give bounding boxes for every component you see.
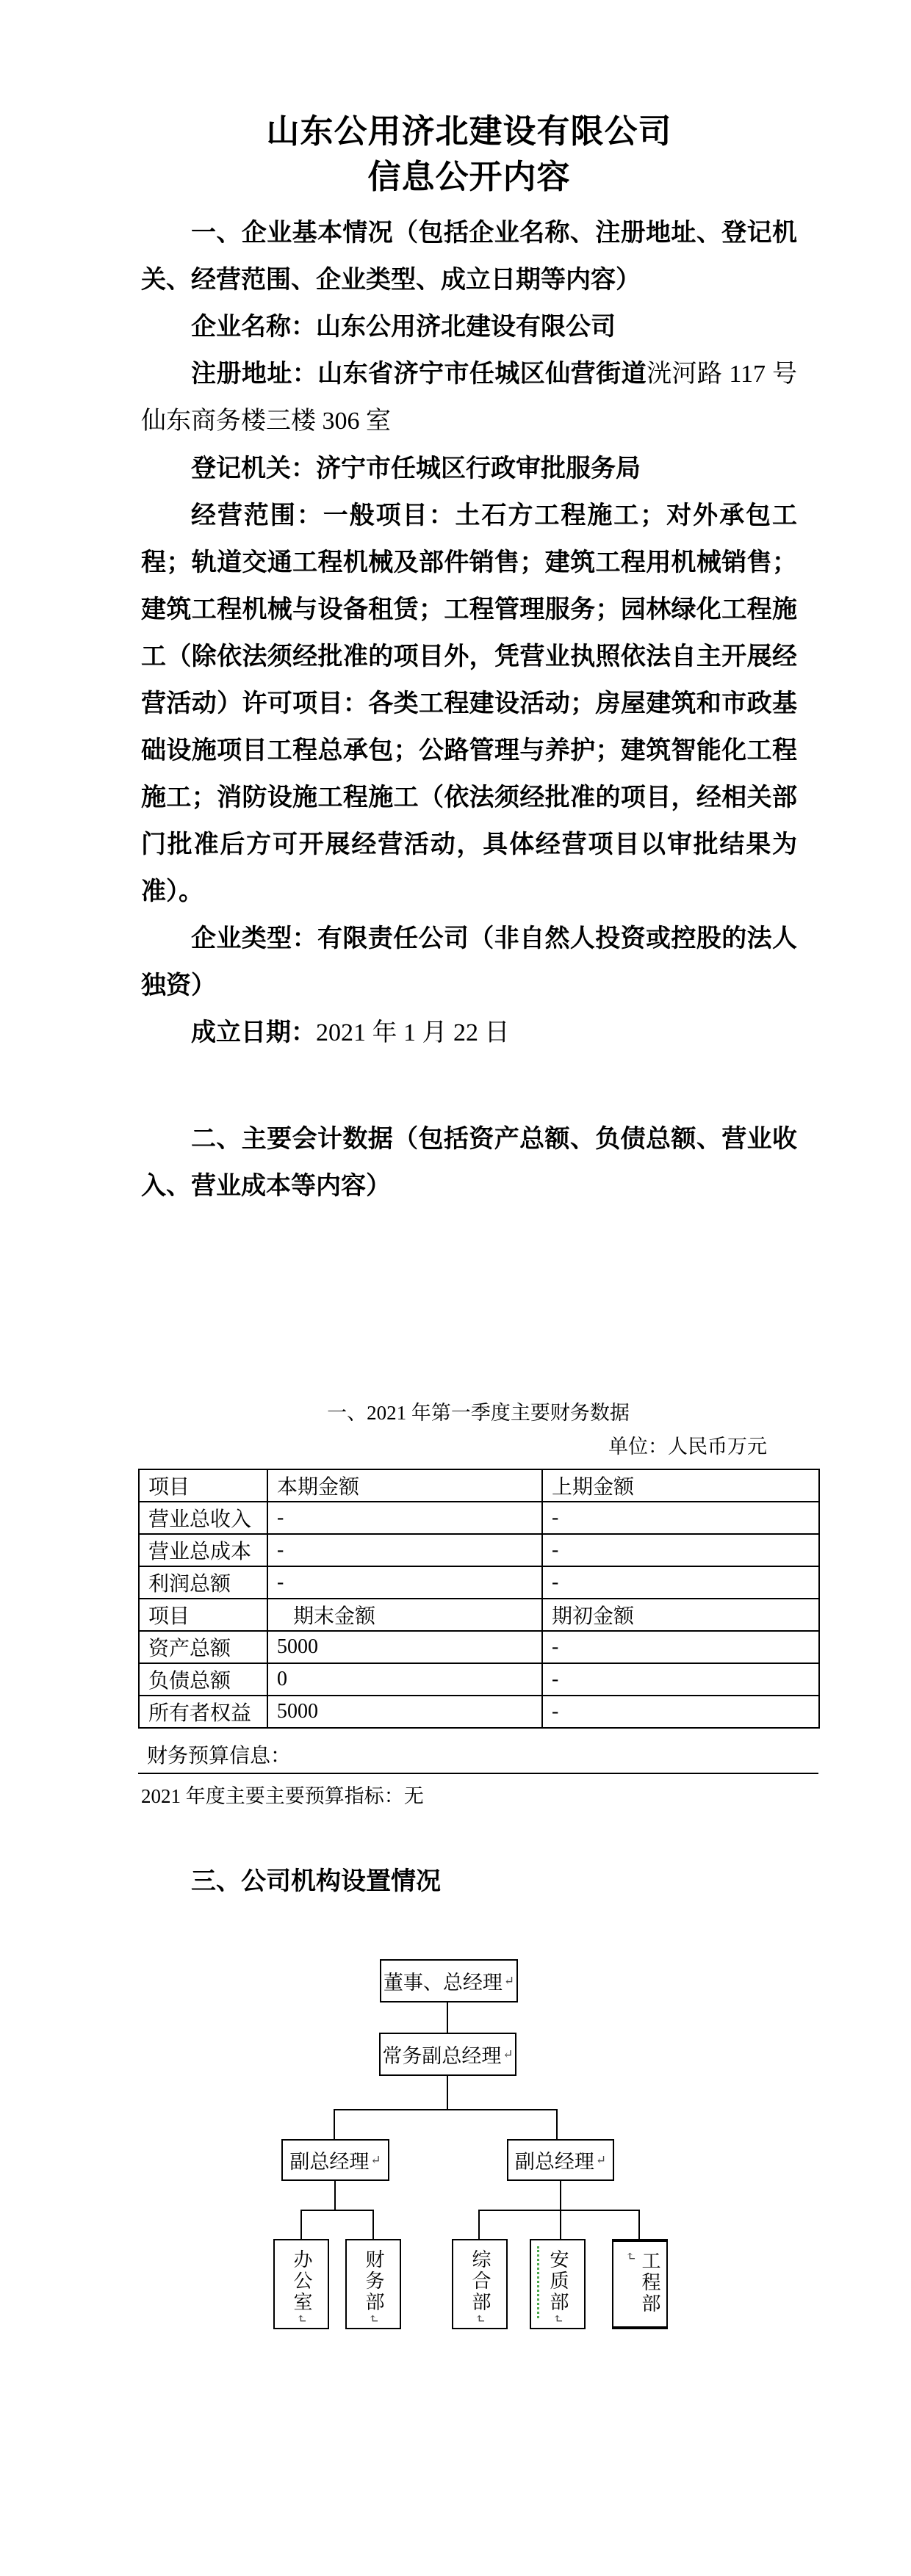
section3-heading: 三、公司机构设置情况 xyxy=(191,1867,441,1895)
table-cell: 5000 xyxy=(267,1631,542,1663)
establish-date-label: 成立日期： xyxy=(191,1019,316,1046)
paragraph-mark-icon: ↵ xyxy=(370,2152,381,2167)
org-box-label: 常务副总经理 xyxy=(382,2045,502,2067)
paragraph-mark-icon: ↵ xyxy=(624,2251,638,2264)
table-cell: - xyxy=(542,1696,819,1728)
table-cell: 项目 xyxy=(139,1599,267,1631)
field-registered-address xyxy=(141,350,797,445)
org-box-dept-engineering xyxy=(612,2239,668,2329)
table-cell: 本期金额 xyxy=(267,1469,542,1502)
table-cell: - xyxy=(542,1631,819,1663)
financial-table xyxy=(138,1469,820,1729)
table-cell: 项目 xyxy=(139,1469,267,1502)
org-connector xyxy=(372,2210,374,2239)
table-cell: 期初金额 xyxy=(542,1599,819,1631)
field-business-scope: 经营范围：一般项目：土石方工程施工；对外承包工程；轨道交通工程机械及部件销售；建筑工程用机械销售；建筑工程机械与设备租赁；工程管理服务；园林绿化工程施工（除依法须经批准的项目外，凭营业执照依法自主开展经营活动）许可项目：各类工程建设活动；房屋建筑和市政基础设施项目工程总承包；公路管理与养护；建筑智能化工程施工；消防设施工程施工（依法须经批准的项目，经相关部门批准后方可开展经营活动，具体经营项目以审批结果为准）。 xyxy=(141,502,797,905)
org-box-label: 办公室↵ xyxy=(291,2249,312,2326)
org-connector xyxy=(334,2109,335,2139)
org-connector xyxy=(447,2076,448,2109)
table-row xyxy=(139,1663,819,1696)
paragraph-mark-icon: ↵ xyxy=(503,2047,514,2061)
field-company-type: 企业类型：有限责任公司（非自然人投资或控股的法人独资） xyxy=(141,925,797,999)
org-connector xyxy=(478,2210,640,2211)
spellcheck-squiggle xyxy=(537,2246,539,2318)
table-cell: 所有者权益 xyxy=(139,1696,267,1728)
establish-date-value: 2021 年 1 月 22 日 xyxy=(316,1019,510,1046)
table-row xyxy=(139,1566,819,1599)
table-cell: 营业总收入 xyxy=(139,1502,267,1534)
org-connector xyxy=(334,2181,336,2210)
table-cell: 资产总额 xyxy=(139,1631,267,1663)
org-connector xyxy=(300,2210,374,2211)
paragraph-mark-icon: ↵ xyxy=(367,2313,381,2326)
org-box-director-general-manager xyxy=(380,1959,518,2002)
org-box-dept-office xyxy=(273,2239,329,2329)
org-box-dept-general xyxy=(452,2239,508,2329)
title-line-1: 山东公用济北建设有限公司 xyxy=(266,112,672,150)
org-box-label: 工程部↵ xyxy=(624,2251,660,2315)
financial-table-footer: 财务预算信息： xyxy=(138,1739,818,1774)
org-connector xyxy=(638,2210,640,2239)
table-row xyxy=(139,1599,819,1631)
paragraph-mark-icon: ↵ xyxy=(295,2313,309,2326)
budget-note: 2021 年度主要主要预算指标：无 xyxy=(141,1785,424,1807)
paragraph-mark-icon: ↵ xyxy=(473,2313,487,2326)
financial-table-caption: 一、2021 年第一季度主要财务数据 xyxy=(327,1402,630,1424)
table-cell: - xyxy=(267,1534,542,1566)
table-cell: - xyxy=(542,1502,819,1534)
table-row xyxy=(139,1502,819,1534)
org-box-label: 安质部↵ xyxy=(547,2249,569,2326)
table-cell: 营业总成本 xyxy=(139,1534,267,1566)
paragraph-mark-icon: ↵ xyxy=(551,2313,565,2326)
org-connector xyxy=(300,2210,302,2239)
table-cell: 利润总额 xyxy=(139,1566,267,1599)
org-box-executive-deputy-gm xyxy=(379,2033,516,2076)
field-establish-date xyxy=(141,1009,797,1057)
field-registration-authority: 登记机关：济宁市任城区行政审批服务局 xyxy=(191,455,641,482)
org-box-deputy-gm-left xyxy=(281,2139,389,2181)
section1-heading: 一、企业基本情况（包括企业名称、注册地址、登记机关、经营范围、企业类型、成立日期等内容） xyxy=(141,219,797,294)
org-connector xyxy=(334,2109,558,2110)
table-cell: - xyxy=(267,1502,542,1534)
registered-address-bold: 注册地址：山东省济宁市任城区仙营街道 xyxy=(191,360,647,388)
table-cell: - xyxy=(542,1663,819,1696)
table-row xyxy=(139,1696,819,1728)
org-box-label: 副总经理 xyxy=(289,2151,370,2173)
org-connector xyxy=(560,2181,561,2210)
org-connector xyxy=(556,2109,558,2139)
table-cell: 0 xyxy=(267,1663,542,1696)
table-cell: - xyxy=(542,1534,819,1566)
section2-heading: 二、主要会计数据（包括资产总额、负债总额、营业收入、营业成本等内容） xyxy=(141,1125,797,1200)
table-cell: - xyxy=(542,1566,819,1599)
body-text xyxy=(141,209,797,1209)
table-cell: - xyxy=(267,1566,542,1599)
field-company-name: 企业名称：山东公用济北建设有限公司 xyxy=(191,313,616,341)
org-connector xyxy=(478,2210,480,2239)
paragraph-mark-icon: ↵ xyxy=(503,1973,515,1988)
registered-address-normal: 洸河路 117 号仙东商务楼三楼 306 室 xyxy=(141,361,797,435)
org-box-dept-finance xyxy=(345,2239,401,2329)
table-cell: 5000 xyxy=(267,1696,542,1728)
financial-unit-note: 单位：人民币万元 xyxy=(608,1436,767,1458)
table-row xyxy=(139,1631,819,1663)
paragraph-mark-icon: ↵ xyxy=(595,2152,607,2167)
table-cell: 期末金额 xyxy=(267,1599,542,1631)
org-box-deputy-gm-right xyxy=(507,2139,614,2181)
org-connector xyxy=(447,2002,448,2033)
org-box-label: 财务部↵ xyxy=(363,2249,384,2326)
org-connector xyxy=(560,2210,561,2239)
org-box-label: 综合部↵ xyxy=(469,2249,491,2326)
table-cell: 负债总额 xyxy=(139,1663,267,1696)
table-row xyxy=(139,1469,819,1502)
document-title xyxy=(141,109,797,200)
table-row xyxy=(139,1534,819,1566)
title-line-2: 信息公开内容 xyxy=(367,158,571,195)
org-box-label: 副总经理 xyxy=(514,2151,594,2173)
org-box-label: 董事、总经理 xyxy=(383,1972,503,1994)
org-box-dept-safety-quality xyxy=(530,2239,586,2329)
table-cell: 上期金额 xyxy=(542,1469,819,1502)
